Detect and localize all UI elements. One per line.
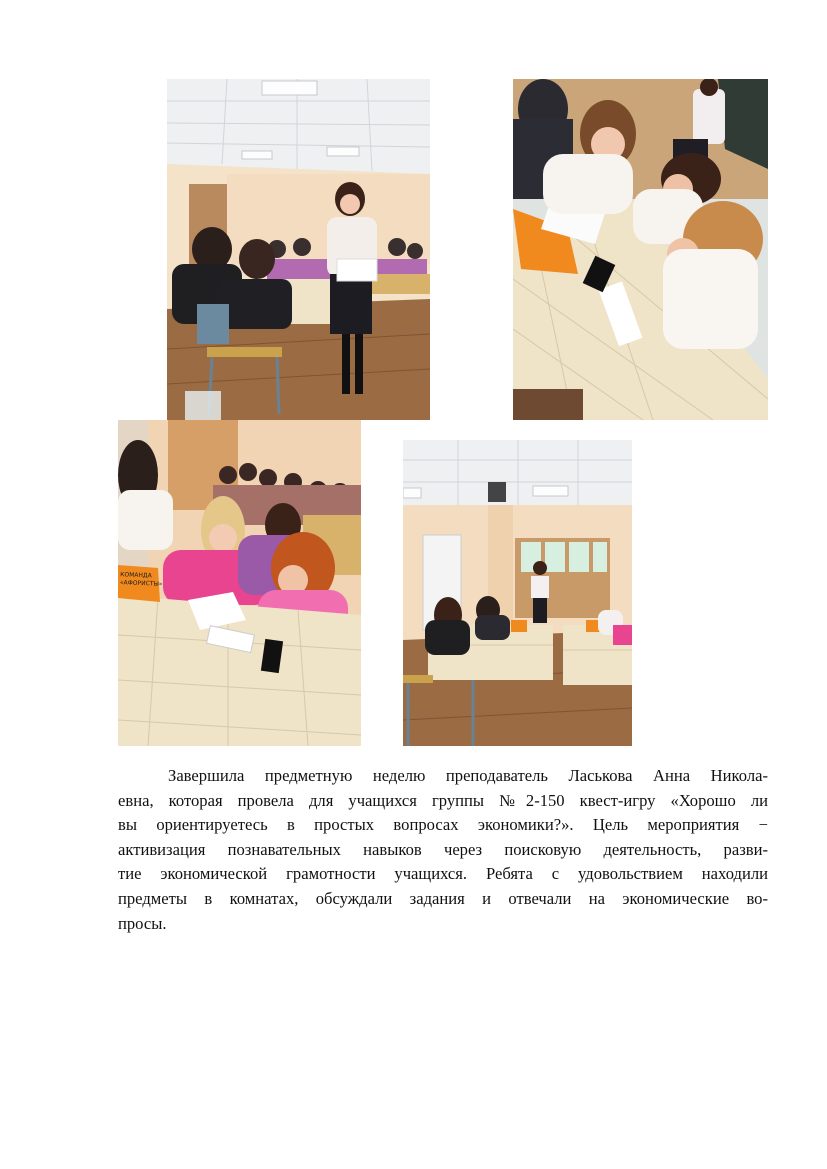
paragraph-line: вы ориентируетесь в простых вопросах экономики?». Цель мероприятия − [118,815,768,835]
paragraph-line: активизация познавательных навыков через поисковую деятельность, разви- [118,839,768,859]
paragraph-line: просы. [118,913,167,933]
paragraph-line: предметы в комнатах, обсуждали задания и отвечали на экономические во- [118,888,768,908]
photo-room-overview [403,440,632,746]
team-sign-label: КОМАНДА «АФОРИСТЫ» [119,571,163,588]
photo-team-pink-table [118,420,361,746]
photo-girls-writing [513,79,768,420]
paragraph-line: евна, которая провела для учащихся группы №2-150 квест-игру «Хорошо ли [118,790,768,810]
event-description-paragraph [118,764,768,936]
paragraph-line: Завершила предметную неделю преподаватель Ласькова Анна Никола- [168,766,768,785]
paragraph-line: тие экономической грамотности учащихся. Ребята с удовольствием находили [118,864,768,884]
photo-classroom-teacher [167,79,430,420]
